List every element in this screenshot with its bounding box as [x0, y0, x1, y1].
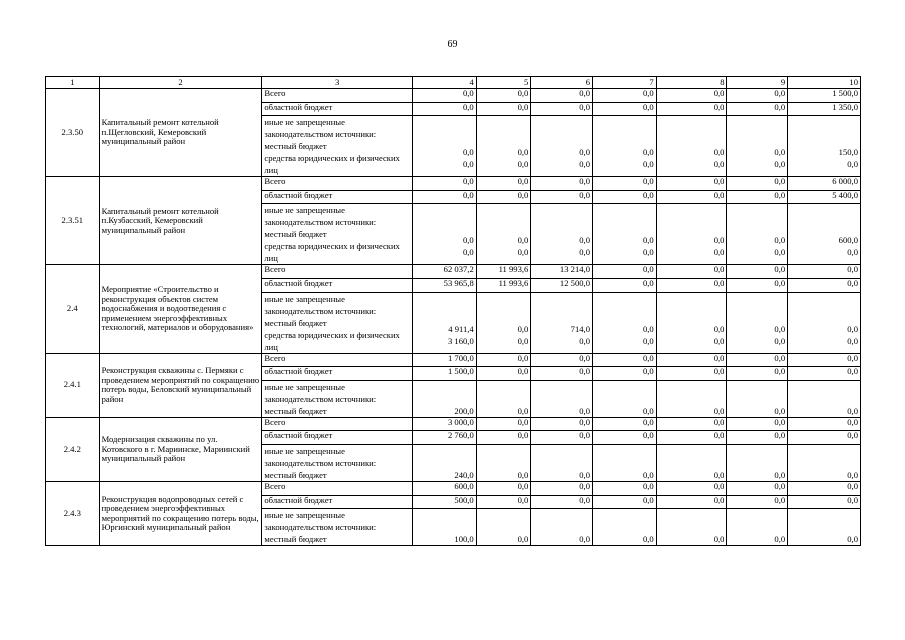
amount-cell	[656, 444, 727, 481]
amount-cell: 0,0	[656, 190, 727, 204]
other-sources-cell	[262, 444, 413, 481]
amount-cell: 0,0	[788, 278, 861, 292]
table-row	[46, 89, 861, 103]
local-budget-amount: 0,0	[713, 405, 725, 416]
amount-cell	[727, 116, 788, 177]
other-sources-cell	[262, 292, 413, 353]
amount-cell: 0,0	[727, 353, 788, 367]
legal-entities-label: средства юридических и физических лиц	[264, 153, 400, 176]
item-name: Модернизация скважины по ул. Котовского в г. Мариинске, Мариинский муниципальный район	[99, 417, 262, 481]
amount-cell	[476, 509, 531, 546]
legal-entities-amount: 0,0	[642, 335, 654, 346]
local-budget-amount: 0,0	[642, 534, 654, 545]
amount-cell: 0,0	[727, 265, 788, 279]
amount-cell	[788, 444, 861, 481]
amount-cell: 600,0	[413, 481, 477, 495]
local-budget-amount: 0,0	[579, 147, 590, 158]
legal-entities-amount: 0,0	[847, 335, 858, 346]
funding-source: Всего	[262, 353, 413, 367]
header-row	[46, 77, 861, 89]
local-budget-amount: 0,0	[517, 235, 529, 246]
amount-cell	[788, 204, 861, 265]
amount-cell: 0,0	[788, 265, 861, 279]
local-budget-amount: 0,0	[642, 235, 654, 246]
amount-cell: 1 350,0	[788, 102, 861, 116]
amount-cell: 0,0	[593, 190, 657, 204]
other-sources-label: иные не запрещенные законодательством источники:	[264, 117, 377, 140]
header-cell: 7	[593, 77, 657, 89]
legal-entities-amount: 0,0	[774, 159, 786, 170]
other-sources-label: иные не запрещенные законодательством источники:	[264, 510, 377, 533]
header-cell: 5	[476, 77, 531, 89]
local-budget-amount: 0,0	[462, 147, 474, 158]
local-budget-amount: 0,0	[517, 534, 529, 545]
header-cell: 9	[727, 77, 788, 89]
amount-cell: 0,0	[727, 481, 788, 495]
funding-source: областной бюджет	[262, 190, 413, 204]
legal-entities-amount: 0,0	[642, 159, 654, 170]
legal-entities-amount: 0,0	[847, 159, 858, 170]
item-number: 2.4.2	[46, 417, 100, 481]
amount-cell	[656, 204, 727, 265]
item-number: 2.4	[46, 265, 100, 353]
amount-cell: 0,0	[593, 495, 657, 509]
amount-cell	[413, 116, 477, 177]
amount-cell: 0,0	[788, 431, 861, 445]
local-budget-amount: 0,0	[713, 147, 725, 158]
amount-cell	[413, 444, 477, 481]
amount-cell	[788, 292, 861, 353]
legal-entities-amount: 0,0	[579, 247, 590, 258]
amount-cell	[656, 380, 727, 417]
amount-cell	[476, 204, 531, 265]
legal-entities-amount: 0,0	[713, 247, 725, 258]
legal-entities-amount: 0,0	[774, 247, 786, 258]
amount-cell: 0,0	[413, 190, 477, 204]
header-cell: 2	[99, 77, 262, 89]
amount-cell	[727, 380, 788, 417]
amount-cell: 0,0	[476, 417, 531, 431]
local-budget-amount: 0,0	[847, 469, 858, 480]
amount-cell: 0,0	[727, 431, 788, 445]
amount-cell: 0,0	[727, 190, 788, 204]
table-row	[46, 177, 861, 191]
other-sources-cell	[262, 380, 413, 417]
amount-cell: 0,0	[593, 89, 657, 103]
amount-cell: 0,0	[476, 367, 531, 381]
local-budget-amount: 0,0	[713, 469, 725, 480]
legal-entities-amount: 0,0	[462, 159, 474, 170]
amount-cell: 5 400,0	[788, 190, 861, 204]
item-name: Мероприятие «Строительство и реконструкция объектов систем водоснабжения и водоотведения с применением энергоэффективных технологий, материалов и оборудования»	[99, 265, 262, 353]
amount-cell	[476, 292, 531, 353]
legal-entities-amount: 0,0	[847, 247, 858, 258]
local-budget-amount: 0,0	[847, 405, 858, 416]
amount-cell	[476, 116, 531, 177]
header-cell: 3	[262, 77, 413, 89]
amount-cell: 0,0	[531, 431, 593, 445]
amount-cell: 1 500,0	[413, 367, 477, 381]
funding-source: Всего	[262, 481, 413, 495]
local-budget-amount: 0,0	[774, 469, 786, 480]
amount-cell: 0,0	[656, 367, 727, 381]
amount-cell: 0,0	[476, 495, 531, 509]
item-number: 2.3.50	[46, 89, 100, 177]
amount-cell	[656, 509, 727, 546]
local-budget-amount: 0,0	[517, 469, 529, 480]
legal-entities-amount: 3 160,0	[447, 335, 474, 346]
amount-cell	[656, 292, 727, 353]
amount-cell	[788, 116, 861, 177]
amount-cell: 0,0	[788, 417, 861, 431]
local-budget-label: местный бюджет	[264, 469, 327, 480]
local-budget-amount: 240,0	[454, 469, 474, 480]
table-row	[46, 481, 861, 495]
header-cell: 8	[656, 77, 727, 89]
amount-cell: 0,0	[656, 278, 727, 292]
local-budget-amount: 0,0	[774, 147, 786, 158]
amount-cell	[413, 380, 477, 417]
funding-source: Всего	[262, 265, 413, 279]
amount-cell: 0,0	[656, 417, 727, 431]
local-budget-amount: 0,0	[713, 323, 725, 334]
other-sources-label: иные не запрещенные законодательством источники:	[264, 293, 377, 316]
funding-source: областной бюджет	[262, 102, 413, 116]
header-cell: 10	[788, 77, 861, 89]
amount-cell: 62 037,2	[413, 265, 477, 279]
funding-source: областной бюджет	[262, 367, 413, 381]
amount-cell: 0,0	[413, 102, 477, 116]
amount-cell: 0,0	[788, 481, 861, 495]
legal-entities-amount: 0,0	[462, 247, 474, 258]
funding-source: областной бюджет	[262, 431, 413, 445]
amount-cell: 0,0	[476, 353, 531, 367]
amount-cell: 0,0	[476, 431, 531, 445]
header-cell: 6	[531, 77, 593, 89]
amount-cell: 0,0	[593, 177, 657, 191]
legal-entities-label: средства юридических и физических лиц	[264, 241, 400, 264]
amount-cell: 13 214,0	[531, 265, 593, 279]
amount-cell: 500,0	[413, 495, 477, 509]
amount-cell	[476, 380, 531, 417]
local-budget-amount: 0,0	[847, 323, 858, 334]
amount-cell	[656, 116, 727, 177]
amount-cell: 0,0	[531, 367, 593, 381]
legal-entities-amount: 0,0	[713, 159, 725, 170]
other-sources-label: иные не запрещенные законодательством источники:	[264, 381, 377, 404]
amount-cell: 1 700,0	[413, 353, 477, 367]
amount-cell: 0,0	[476, 102, 531, 116]
local-budget-amount: 100,0	[454, 534, 474, 545]
amount-cell	[727, 292, 788, 353]
amount-cell: 0,0	[413, 177, 477, 191]
funding-source: областной бюджет	[262, 495, 413, 509]
amount-cell	[593, 204, 657, 265]
local-budget-label: местный бюджет	[264, 141, 327, 152]
funding-source: областной бюджет	[262, 278, 413, 292]
amount-cell: 0,0	[727, 177, 788, 191]
amount-cell: 0,0	[656, 481, 727, 495]
table-row	[46, 417, 861, 431]
funding-source: Всего	[262, 177, 413, 191]
local-budget-amount: 0,0	[713, 534, 725, 545]
amount-cell	[531, 444, 593, 481]
amount-cell: 0,0	[593, 278, 657, 292]
amount-cell: 0,0	[727, 278, 788, 292]
amount-cell: 2 760,0	[413, 431, 477, 445]
budget-table	[45, 76, 861, 546]
amount-cell	[788, 380, 861, 417]
other-sources-cell	[262, 204, 413, 265]
other-sources-label: иные не запрещенные законодательством источники:	[264, 445, 377, 468]
amount-cell: 1 500,0	[788, 89, 861, 103]
amount-cell: 0,0	[593, 265, 657, 279]
amount-cell	[531, 116, 593, 177]
amount-cell	[531, 380, 593, 417]
amount-cell: 12 500,0	[531, 278, 593, 292]
amount-cell: 0,0	[413, 89, 477, 103]
local-budget-amount: 0,0	[774, 405, 786, 416]
amount-cell: 0,0	[656, 102, 727, 116]
header-cell: 4	[413, 77, 477, 89]
amount-cell: 0,0	[727, 102, 788, 116]
header-cell: 1	[46, 77, 100, 89]
amount-cell: 0,0	[531, 481, 593, 495]
amount-cell	[413, 204, 477, 265]
amount-cell: 0,0	[476, 481, 531, 495]
amount-cell	[593, 509, 657, 546]
legal-entities-amount: 0,0	[642, 247, 654, 258]
local-budget-amount: 0,0	[642, 405, 654, 416]
amount-cell: 0,0	[656, 495, 727, 509]
local-budget-amount: 0,0	[774, 235, 786, 246]
local-budget-amount: 0,0	[713, 235, 725, 246]
item-name: Капитальный ремонт котельной п.Кузбасский, Кемеровский муниципальный район	[99, 177, 262, 265]
amount-cell: 0,0	[531, 102, 593, 116]
amount-cell: 0,0	[656, 431, 727, 445]
amount-cell	[531, 292, 593, 353]
local-budget-amount: 150,0	[838, 147, 858, 158]
amount-cell: 3 000,0	[413, 417, 477, 431]
amount-cell	[531, 204, 593, 265]
amount-cell: 0,0	[476, 177, 531, 191]
legal-entities-amount: 0,0	[774, 335, 786, 346]
amount-cell	[413, 509, 477, 546]
amount-cell: 0,0	[531, 89, 593, 103]
amount-cell: 11 993,6	[476, 265, 531, 279]
legal-entities-amount: 0,0	[517, 159, 529, 170]
table-row	[46, 353, 861, 367]
item-number: 2.4.1	[46, 353, 100, 417]
local-budget-amount: 0,0	[642, 323, 654, 334]
amount-cell	[727, 204, 788, 265]
amount-cell	[788, 509, 861, 546]
funding-source: Всего	[262, 89, 413, 103]
legal-entities-amount: 0,0	[517, 335, 529, 346]
local-budget-amount: 600,0	[838, 235, 858, 246]
local-budget-amount: 0,0	[579, 469, 590, 480]
local-budget-amount: 0,0	[774, 534, 786, 545]
local-budget-label: местный бюджет	[264, 534, 327, 545]
local-budget-amount: 714,0	[570, 323, 590, 334]
amount-cell: 0,0	[476, 89, 531, 103]
amount-cell: 0,0	[593, 431, 657, 445]
amount-cell: 0,0	[788, 367, 861, 381]
amount-cell	[476, 444, 531, 481]
amount-cell: 0,0	[476, 190, 531, 204]
local-budget-amount: 0,0	[847, 534, 858, 545]
amount-cell	[413, 292, 477, 353]
amount-cell: 0,0	[593, 481, 657, 495]
other-sources-label: иные не запрещенные законодательством источники:	[264, 205, 377, 228]
local-budget-amount: 0,0	[642, 147, 654, 158]
table-body	[46, 77, 861, 546]
amount-cell	[593, 116, 657, 177]
local-budget-amount: 200,0	[454, 405, 474, 416]
local-budget-amount: 0,0	[517, 405, 529, 416]
amount-cell: 0,0	[727, 89, 788, 103]
local-budget-amount: 4 911,4	[448, 323, 474, 334]
item-name: Реконструкция скважины с. Пермяки с проведением мероприятий по сокращению потерь воды, Беловский муниципальный район	[99, 353, 262, 417]
legal-entities-amount: 0,0	[713, 335, 725, 346]
item-number: 2.4.3	[46, 481, 100, 545]
local-budget-amount: 0,0	[579, 405, 590, 416]
amount-cell: 0,0	[727, 417, 788, 431]
local-budget-amount: 0,0	[579, 235, 590, 246]
amount-cell	[593, 380, 657, 417]
amount-cell	[531, 509, 593, 546]
local-budget-amount: 0,0	[774, 323, 786, 334]
table-row	[46, 265, 861, 279]
item-name: Реконструкция водопроводных сетей с проведением энергоэффективных мероприятий по сокращению потерь воды, Юргинский муниципальный район	[99, 481, 262, 545]
amount-cell: 0,0	[788, 495, 861, 509]
amount-cell: 0,0	[727, 495, 788, 509]
item-name: Капитальный ремонт котельной п.Щегловский, Кемеровский муниципальный район	[99, 89, 262, 177]
legal-entities-amount: 0,0	[517, 247, 529, 258]
other-sources-cell	[262, 116, 413, 177]
page-number: 69	[447, 39, 458, 50]
amount-cell: 0,0	[593, 367, 657, 381]
legal-entities-label: средства юридических и физических лиц	[264, 329, 400, 352]
local-budget-amount: 0,0	[462, 235, 474, 246]
amount-cell: 0,0	[531, 417, 593, 431]
local-budget-amount: 0,0	[642, 469, 654, 480]
amount-cell: 0,0	[656, 353, 727, 367]
amount-cell	[593, 444, 657, 481]
amount-cell: 0,0	[656, 265, 727, 279]
local-budget-amount: 0,0	[579, 534, 590, 545]
legal-entities-amount: 0,0	[579, 159, 590, 170]
local-budget-amount: 0,0	[517, 147, 529, 158]
amount-cell: 11 993,6	[476, 278, 531, 292]
amount-cell: 0,0	[593, 417, 657, 431]
amount-cell	[727, 444, 788, 481]
amount-cell: 0,0	[656, 89, 727, 103]
item-number: 2.3.51	[46, 177, 100, 265]
amount-cell: 0,0	[788, 353, 861, 367]
local-budget-label: местный бюджет	[264, 405, 327, 416]
amount-cell: 0,0	[531, 177, 593, 191]
amount-cell: 53 965,8	[413, 278, 477, 292]
amount-cell: 0,0	[727, 367, 788, 381]
amount-cell: 6 000,0	[788, 177, 861, 191]
legal-entities-amount: 0,0	[579, 335, 590, 346]
amount-cell: 0,0	[593, 353, 657, 367]
amount-cell: 0,0	[531, 353, 593, 367]
amount-cell	[593, 292, 657, 353]
amount-cell: 0,0	[593, 102, 657, 116]
amount-cell: 0,0	[656, 177, 727, 191]
local-budget-label: местный бюджет	[264, 317, 327, 328]
other-sources-cell	[262, 509, 413, 546]
amount-cell: 0,0	[531, 190, 593, 204]
local-budget-label: местный бюджет	[264, 229, 327, 240]
funding-source: Всего	[262, 417, 413, 431]
amount-cell: 0,0	[531, 495, 593, 509]
local-budget-amount: 0,0	[517, 323, 529, 334]
amount-cell	[727, 509, 788, 546]
